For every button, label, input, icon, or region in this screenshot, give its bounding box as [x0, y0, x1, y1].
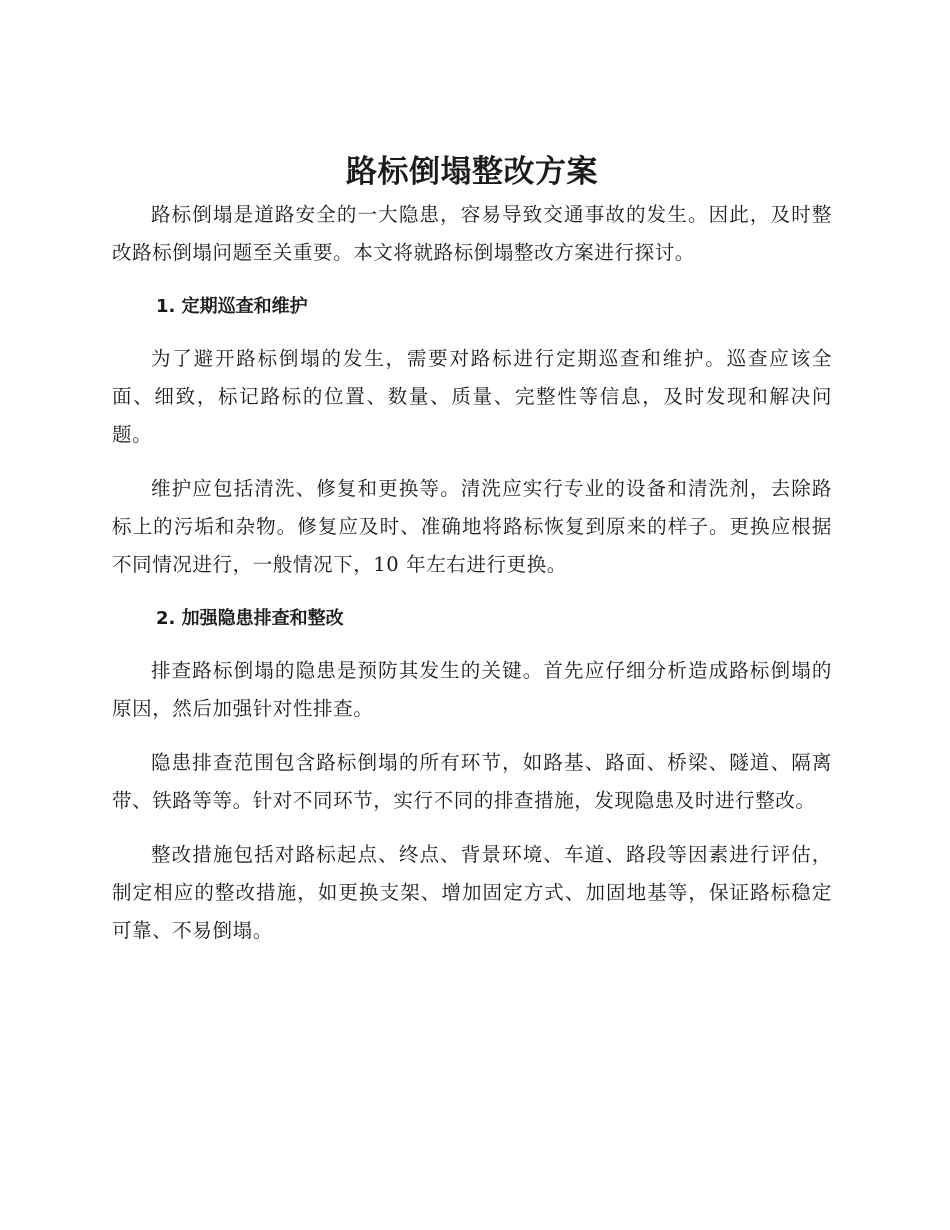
section-heading-1: 1. 定期巡查和维护 — [156, 296, 308, 317]
section-1-paragraph-1: 为了避开路标倒塌的发生，需要对路标进行定期巡查和维护。巡查应该全面、细致，标记路标的位置、数量、质量、完整性等信息，及时发现和解决问题。 — [112, 347, 832, 446]
document-title: 路标倒塌整改方案 — [346, 154, 598, 190]
section-2-paragraph-2: 隐患排查范围包含路标倒塌的所有环节，如路基、路面、桥梁、隧道、隔离带、铁路等等。针对不同环节，实行不同的排查措施，发现隐患及时进行整改。 — [112, 751, 832, 812]
section-1-paragraph-2: 维护应包括清洗、修复和更换等。清洗应实行专业的设备和清洗剂，去除路标上的污垢和杂物。修复应及时、准确地将路标恢复到原来的样子。更换应根据不同情况进行，一般情况下，10 年左右进行更换。 — [112, 477, 832, 576]
document-page — [112, 150, 832, 966]
section-heading-2: 2. 加强隐患排查和整改 — [156, 608, 344, 629]
section-2-paragraph-1: 排查路标倒塌的隐患是预防其发生的关键。首先应仔细分析造成路标倒塌的原因，然后加强针对性排查。 — [112, 659, 832, 720]
section-2-paragraph-3: 整改措施包括对路标起点、终点、背景环境、车道、路段等因素进行评估，制定相应的整改措施，如更换支架、增加固定方式、加固地基等，保证路标稳定可靠、不易倒塌。 — [112, 843, 832, 942]
intro-paragraph: 路标倒塌是道路安全的一大隐患，容易导致交通事故的发生。因此，及时整改路标倒塌问题至关重要。本文将就路标倒塌整改方案进行探讨。 — [112, 203, 832, 264]
